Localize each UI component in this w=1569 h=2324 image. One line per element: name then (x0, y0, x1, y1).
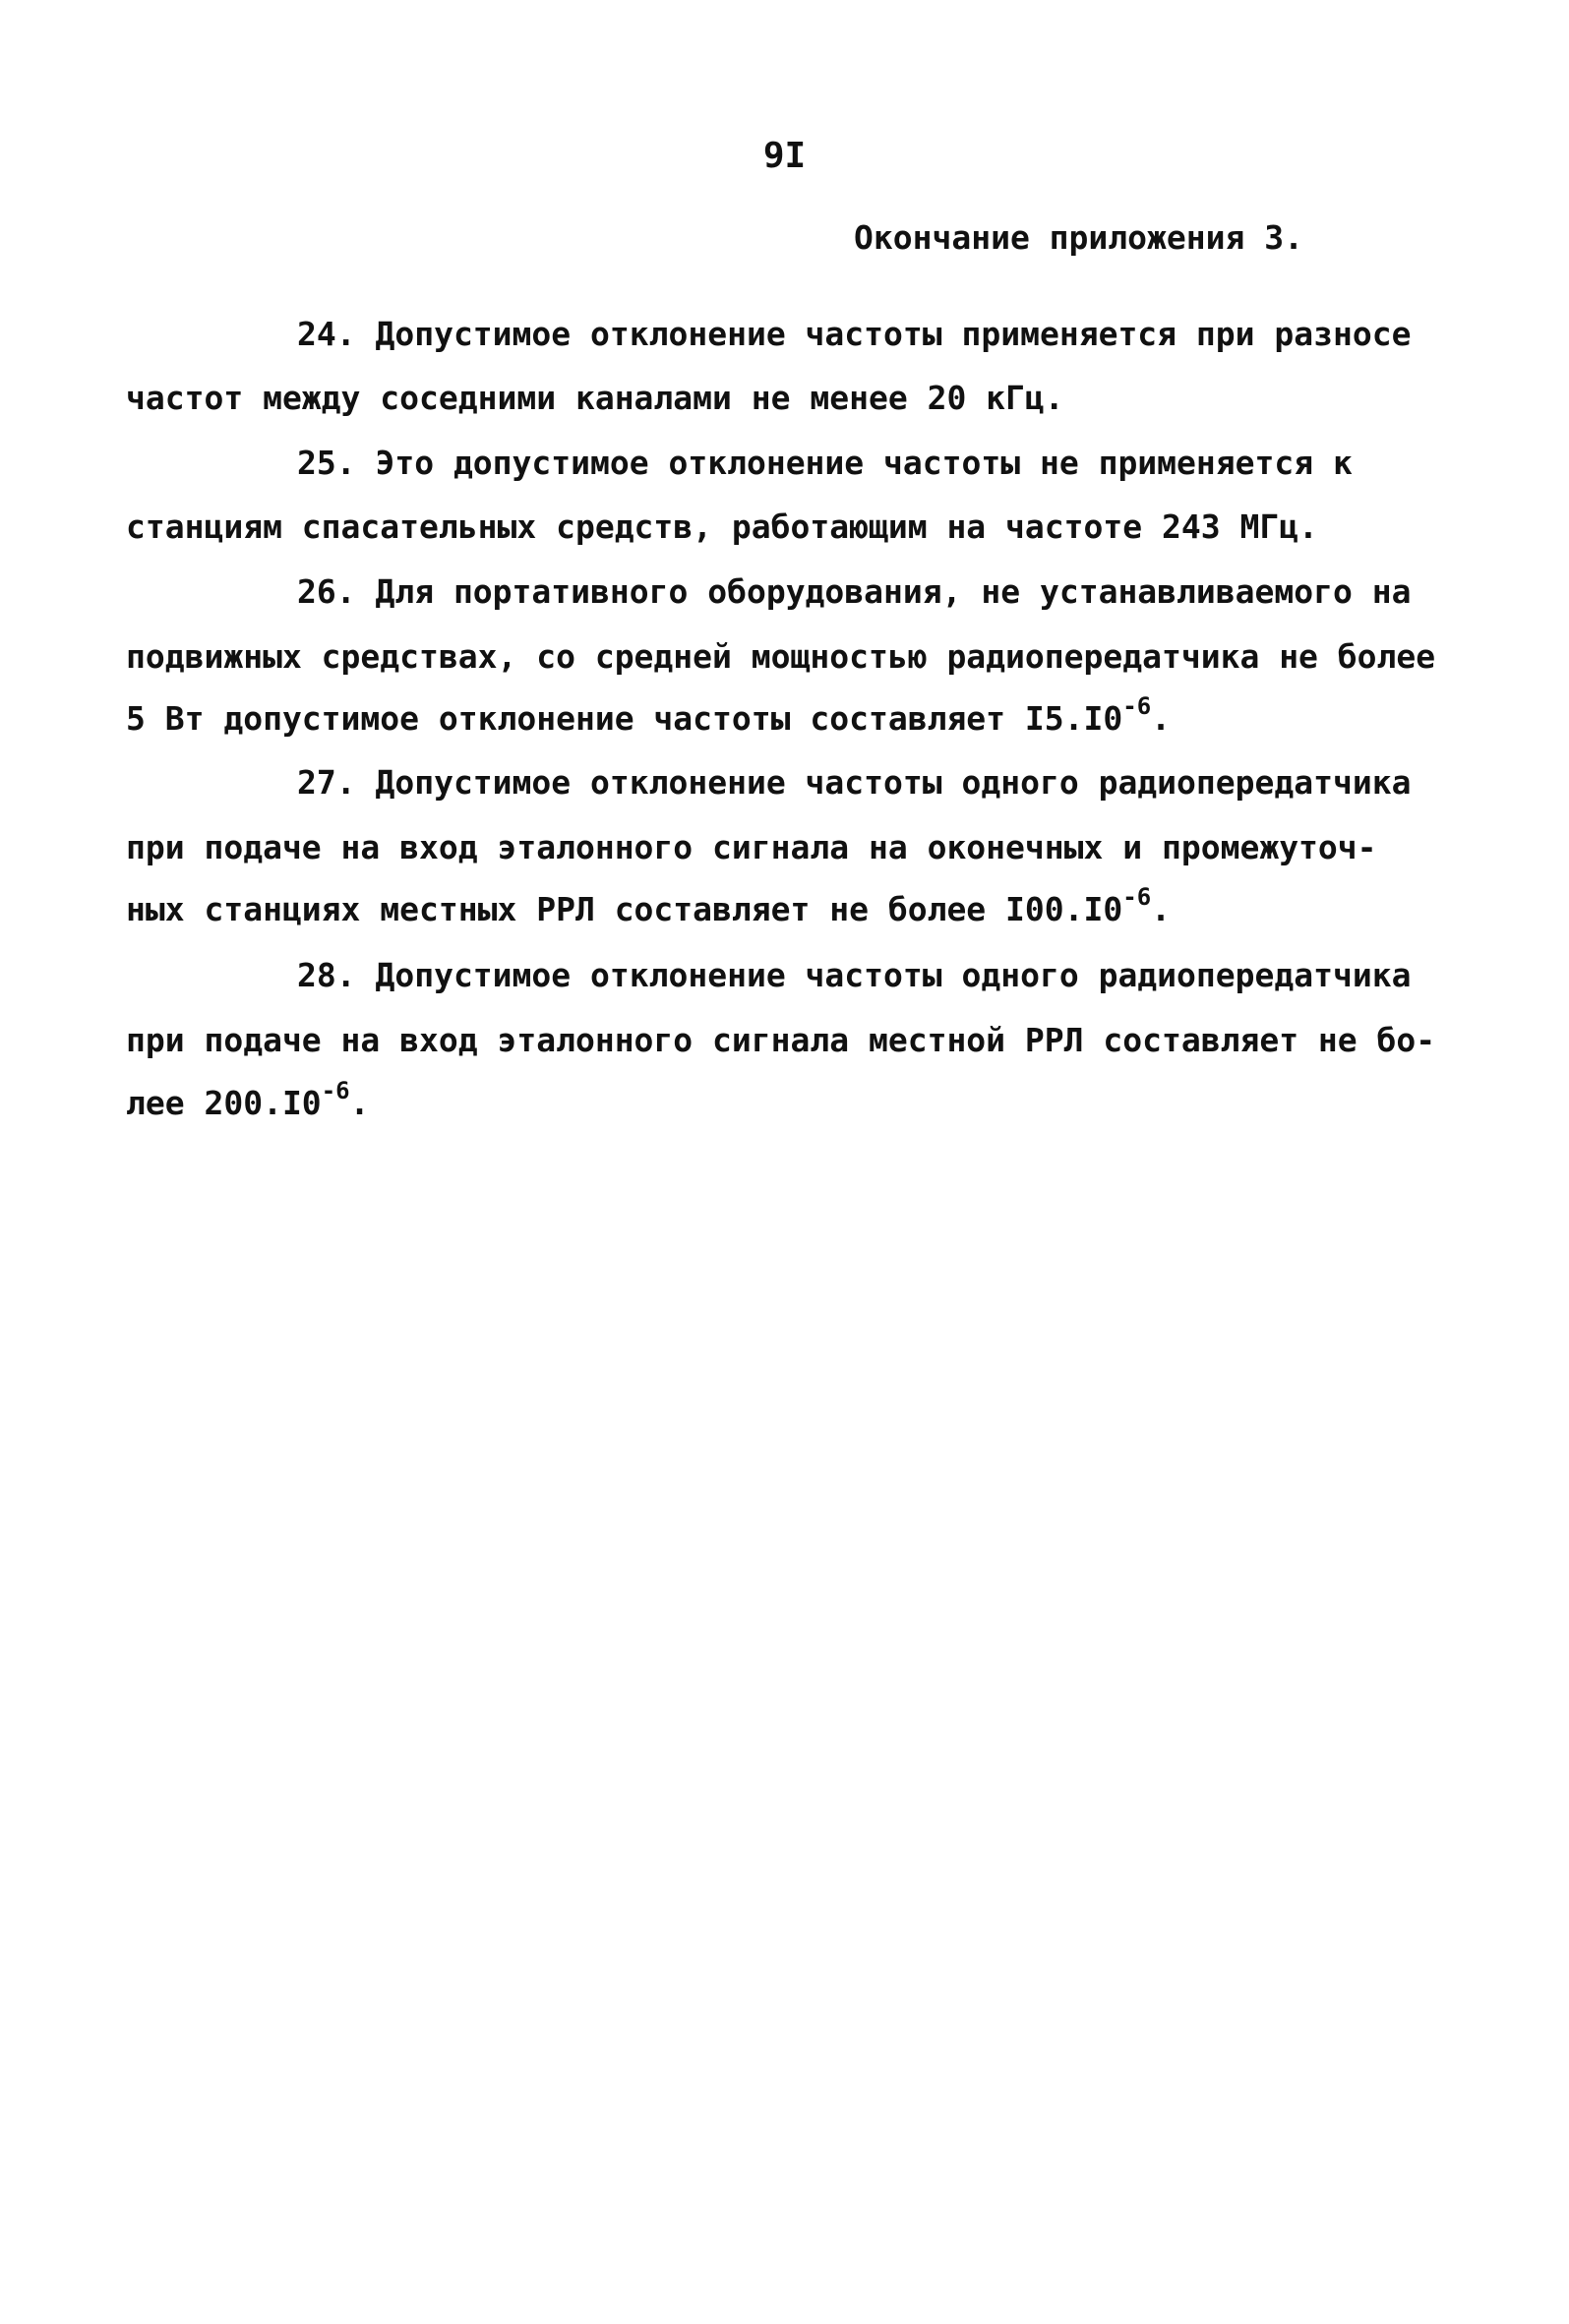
paragraph-26-line-3-text: 5 Вт допустимое отклонение частоты составляет I5.I0 (126, 699, 1123, 738)
paragraph-27-line-2: при подаче на вход эталонного сигнала на оконечных и промежуточ- (126, 828, 1377, 866)
paragraph-28-line-2: при подаче на вход эталонного сигнала местной РРЛ составляет не бо- (126, 1021, 1436, 1059)
paragraph-26-line-1: 26. Для портативного оборудования, не устанавливаемого на (297, 572, 1412, 611)
exponent: -6 (1122, 883, 1152, 911)
paragraph-24-line-2: частот между соседними каналами не менее 20 кГц. (126, 379, 1064, 417)
paragraph-26-line-2: подвижных средствах, со средней мощностью радиопередатчика не более (126, 637, 1436, 676)
exponent: -6 (321, 1077, 350, 1104)
paragraph-28-line-3 (126, 1077, 370, 1123)
paragraph-24-line-1: 24. Допустимое отклонение частоты применяется при разносе (297, 315, 1412, 353)
paragraph-28-line-1: 28. Допустимое отклонение частоты одного радиопередатчика (297, 956, 1412, 994)
page-number: 9I (762, 136, 807, 176)
appendix-subtitle: Окончание приложения 3. (854, 218, 1303, 257)
paragraph-25-line-2: станциям спасательных средств, работающим на частоте 243 МГц. (126, 507, 1318, 546)
exponent: -6 (1122, 692, 1152, 720)
paragraph-27-line-3 (126, 883, 1172, 929)
paragraph-27-line-1: 27. Допустимое отклонение частоты одного радиопередатчика (297, 763, 1412, 802)
paragraph-27-line-3-end: . (1151, 890, 1172, 928)
paragraph-26-line-3-end: . (1151, 699, 1172, 738)
paragraph-27-line-3-text: ных станциях местных РРЛ составляет не более I00.I0 (126, 890, 1123, 928)
paragraph-28-line-3-text: лее 200.I0 (126, 1084, 322, 1122)
paragraph-25-line-1: 25. Это допустимое отклонение частоты не применяется к (297, 444, 1353, 482)
paragraph-28-line-3-end: . (349, 1084, 370, 1122)
paragraph-26-line-3 (126, 692, 1172, 739)
